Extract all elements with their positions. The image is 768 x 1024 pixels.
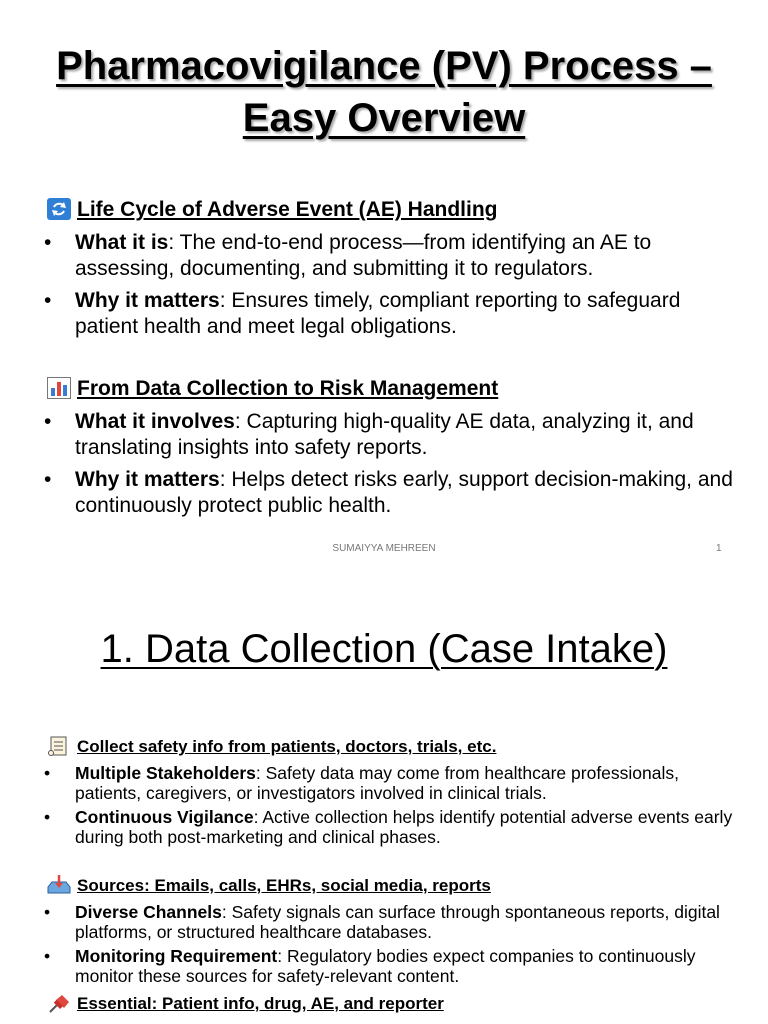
list-item: • Why it matters: Ensures timely, compliant reporting to safeguard patient health and meet legal obligations.	[44, 289, 681, 338]
section-heading-essential	[47, 993, 444, 1015]
bullet-term: Why it matters	[75, 289, 220, 312]
bullet-term: Monitoring Requirement	[75, 946, 278, 966]
section-heading-sources	[47, 875, 491, 897]
bullet-text: : Capturing high-quality AE data, analyzing it, and translating insights into safety reports.	[75, 410, 694, 459]
title-line-2: Easy Overview	[242, 96, 526, 140]
bullet-text: : Safety data may come from healthcare professionals, patients, caregivers, or investigators involved in clinical trials.	[75, 763, 679, 803]
section-heading-data-to-risk	[47, 376, 498, 402]
bullet-list-data-to-risk	[44, 409, 734, 525]
footer-author: SUMAIYYA MEHREEN	[332, 543, 436, 554]
list-item: • Continuous Vigilance: Active collection helps identify potential adverse events early during both post-marketing and clinical phases.	[44, 807, 733, 847]
section-heading-lifecycle	[47, 197, 497, 223]
bullet-list-sources	[44, 903, 734, 991]
bullet-list-collect	[44, 764, 734, 852]
bullet-term: What it involves	[75, 410, 235, 433]
slide-title	[0, 40, 768, 144]
section-heading-label: From Data Collection to Risk Management	[77, 377, 499, 400]
section-heading-label: Sources: Emails, calls, EHRs, social media, reports	[77, 876, 491, 895]
slide-2	[0, 568, 768, 1024]
list-item: • What it involves: Capturing high-quality AE data, analyzing it, and translating insights into safety reports.	[44, 410, 694, 459]
bullet-term: Diverse Channels	[75, 902, 222, 922]
page-number: 1	[716, 543, 722, 554]
title-text: 1. Data Collection (Case Intake)	[100, 627, 668, 671]
bullet-text: : Helps detect risks early, support decision-making, and continuously protect public health.	[75, 468, 733, 517]
bullet-term: Why it matters	[75, 468, 220, 491]
bullet-text: : Ensures timely, compliant reporting to safeguard patient health and meet legal obligations.	[75, 289, 681, 338]
bullet-list-lifecycle	[44, 230, 734, 346]
bullet-term: Multiple Stakeholders	[75, 763, 256, 783]
pushpin-icon	[47, 993, 71, 1013]
bullet-term: What it is	[75, 231, 169, 254]
inbox-tray-icon	[47, 875, 71, 895]
bullet-text: : The end-to-end process—from identifying an AE to assessing, documenting, and submitting it to regulators.	[75, 231, 652, 280]
bullet-text: : Active collection helps identify potential adverse events early during both post-marketing and clinical phases.	[75, 807, 733, 847]
bullet-term: Continuous Vigilance	[75, 807, 254, 827]
section-heading-collect	[47, 736, 496, 758]
list-item: • Diverse Channels: Safety signals can surface through spontaneous reports, digital platforms, or structured healthcare databases.	[44, 902, 720, 942]
scroll-icon	[47, 736, 71, 756]
bar-chart-icon	[47, 377, 71, 399]
list-item: • Why it matters: Helps detect risks early, support decision-making, and continuously protect public health.	[44, 468, 733, 517]
title-line-1: Pharmacovigilance (PV) Process –	[56, 44, 712, 88]
refresh-icon	[47, 198, 71, 220]
list-item: • Multiple Stakeholders: Safety data may come from healthcare professionals, patients, caregivers, or investigators involved in clinical trials.	[44, 763, 679, 803]
section-heading-label: Life Cycle of Adverse Event (AE) Handling	[77, 198, 498, 221]
bullet-text: : Safety signals can surface through spontaneous reports, digital platforms, or structured healthcare databases.	[75, 902, 720, 942]
section-heading-label: Collect safety info from patients, doctors, trials, etc.	[77, 737, 497, 756]
list-item: • What it is: The end-to-end process—from identifying an AE to assessing, documenting, and submitting it to regulators.	[44, 231, 652, 280]
list-item: • Monitoring Requirement: Regulatory bodies expect companies to continuously monitor these sources for safety-relevant content.	[44, 946, 696, 986]
section-heading-label: Essential: Patient info, drug, AE, and reporter	[77, 994, 444, 1013]
bullet-text: : Regulatory bodies expect companies to continuously monitor these sources for safety-relevant content.	[75, 946, 696, 986]
slide-title	[0, 626, 768, 672]
